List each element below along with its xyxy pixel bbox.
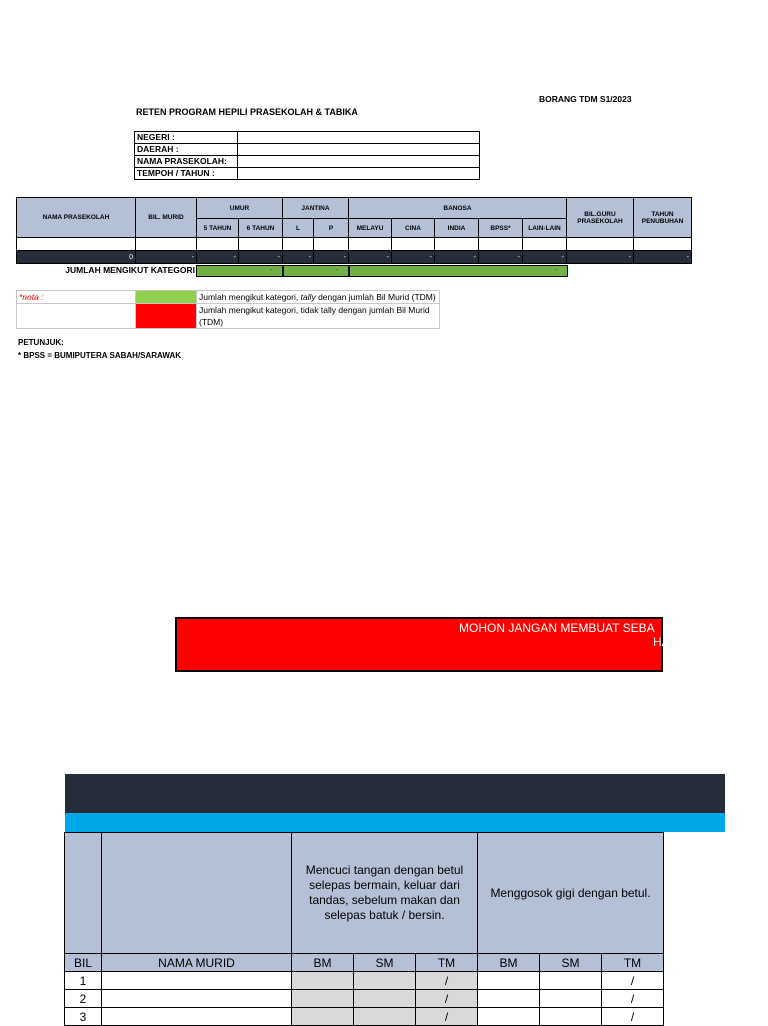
field-tempoh[interactable] [238, 168, 480, 180]
petunjuk-title: PETUNJUK: [18, 338, 64, 347]
field-daerah[interactable] [238, 144, 480, 156]
header-banosa: BANOSA [349, 198, 567, 219]
form-code: BORANG TDM S1/2023 [539, 94, 632, 104]
cell-bm-1[interactable] [292, 1008, 354, 1026]
table-row [65, 990, 664, 1008]
nota-green-text [197, 291, 440, 304]
col-bm-1: BM [292, 954, 354, 972]
total-cell: - [136, 251, 197, 264]
nama-header-blank [102, 833, 292, 954]
checklist-accent-bar [65, 813, 725, 832]
nota-green-text-a: Jumlah mengikut kategori, [199, 292, 301, 302]
cell-tm-2[interactable]: / [602, 972, 664, 990]
header-bil-murid: BIL. MURID [136, 198, 197, 238]
nota-legend [16, 290, 440, 329]
cell-sm-2[interactable] [540, 972, 602, 990]
nota-green-text-b: dengan jumlah Bil Murid (TDM) [315, 292, 436, 302]
col-nama-murid: NAMA MURID [102, 954, 292, 972]
header-india: INDIA [435, 219, 479, 238]
col-tm-2: TM [602, 954, 664, 972]
total-cell: - [197, 251, 239, 264]
header-jantina: JANTINA [283, 198, 349, 219]
cell-sm-2[interactable] [540, 1008, 602, 1026]
input-cell[interactable] [314, 238, 349, 251]
input-cell[interactable] [634, 238, 692, 251]
input-cell[interactable] [435, 238, 479, 251]
row-bil: 2 [65, 990, 102, 1008]
green-swatch [136, 291, 197, 304]
input-cell[interactable] [283, 238, 314, 251]
total-cell: 0 [17, 251, 136, 264]
row-bil: 3 [65, 1008, 102, 1026]
table-row [65, 972, 664, 990]
petunjuk-line: * BPSS = BUMIPUTERA SABAH/SARAWAK [18, 351, 182, 360]
cell-bm-2[interactable] [478, 1008, 540, 1026]
cell-sm-2[interactable] [540, 990, 602, 1008]
cell-sm-1[interactable] [354, 990, 416, 1008]
checklist-header-bar [65, 774, 725, 813]
col-sm-1: SM [354, 954, 416, 972]
cell-bm-1[interactable] [292, 972, 354, 990]
desc-mencuci-tangan: Mencuci tangan dengan betul selepas bermain, keluar dari tandas, sebelum makan dan selepas batuk / bersin. [292, 833, 478, 954]
label-negeri: NEGERI : [135, 132, 238, 144]
table-row [65, 1008, 664, 1026]
total-cell: - [239, 251, 283, 264]
total-cell: - [349, 251, 392, 264]
col-sm-2: SM [540, 954, 602, 972]
input-cell[interactable] [349, 238, 392, 251]
col-bm-2: BM [478, 954, 540, 972]
field-negeri[interactable] [238, 132, 480, 144]
total-cell: - [567, 251, 634, 264]
input-cell[interactable] [197, 238, 239, 251]
jumlah-kategori-label: JUMLAH MENGIKUT KATEGORI [65, 265, 195, 275]
checklist-table [64, 832, 664, 1026]
header-umur: UMUR [197, 198, 283, 219]
input-cell[interactable] [239, 238, 283, 251]
cell-tm-2[interactable]: / [602, 1008, 664, 1026]
cell-bm-2[interactable] [478, 990, 540, 1008]
petunjuk [18, 336, 181, 362]
nota-label-empty [17, 304, 136, 329]
header-perempuan: P [314, 219, 349, 238]
nota-row-red [17, 304, 440, 329]
info-row-daerah [135, 144, 480, 156]
total-cell: - [392, 251, 435, 264]
header-cina: CINA [392, 219, 435, 238]
col-bil: BIL [65, 954, 102, 972]
header-nama-prasekolah: NAMA PRASEKOLAH [17, 198, 136, 238]
info-row-negeri [135, 132, 480, 144]
row-nama-murid[interactable] [102, 972, 292, 990]
row-nama-murid[interactable] [102, 990, 292, 1008]
row-bil: 1 [65, 972, 102, 990]
info-form [134, 131, 480, 180]
cell-tm-2[interactable]: / [602, 990, 664, 1008]
total-cell: - [523, 251, 567, 264]
header-tahun-penubuhan: TAHUN PENUBUHAN [634, 198, 692, 238]
red-swatch [136, 304, 197, 329]
cell-tm-1[interactable]: / [416, 1008, 478, 1026]
nota-red-text: Jumlah mengikut kategori, tidak tally dengan jumlah Bil Murid (TDM) [197, 304, 440, 329]
cell-bm-2[interactable] [478, 972, 540, 990]
header-lelaki: L [283, 219, 314, 238]
total-cell: - [314, 251, 349, 264]
col-tm-1: TM [416, 954, 478, 972]
label-nama-prasekolah: NAMA PRASEKOLAH: [135, 156, 238, 168]
label-daerah: DAERAH : [135, 144, 238, 156]
checklist-column-header-row [65, 954, 664, 972]
input-cell[interactable] [523, 238, 567, 251]
field-nama-prasekolah[interactable] [238, 156, 480, 168]
jumlah-jantina-cell: - [283, 265, 349, 277]
info-row-tempoh [135, 168, 480, 180]
row-nama-murid[interactable] [102, 1008, 292, 1026]
cell-bm-1[interactable] [292, 990, 354, 1008]
input-cell[interactable] [479, 238, 523, 251]
total-cell: - [634, 251, 692, 264]
banner-line-1: MOHON JANGAN MEMBUAT SEBA [459, 621, 655, 635]
header-lain-lain: LAIN-LAIN [523, 219, 567, 238]
header-6-tahun: 6 TAHUN [239, 219, 283, 238]
cell-sm-1[interactable] [354, 972, 416, 990]
checklist-desc-row [65, 833, 664, 954]
nota-row-green [17, 291, 440, 304]
page-title: RETEN PROGRAM HEPILI PRASEKOLAH & TABIKA [136, 107, 358, 117]
label-tempoh: TEMPOH / TAHUN : [135, 168, 238, 180]
jumlah-umur-cell: - [196, 265, 283, 277]
nota-green-text-italic: tally [300, 292, 316, 302]
banner-line-2: HA [653, 635, 670, 649]
warning-banner [175, 617, 670, 672]
desc-menggosok-gigi: Menggosok gigi dengan betul. [478, 833, 664, 954]
info-row-nama-prasekolah [135, 156, 480, 168]
reten-table [16, 197, 692, 264]
cell-tm-1[interactable]: / [416, 990, 478, 1008]
reten-total-row [17, 251, 692, 264]
input-cell[interactable] [136, 238, 197, 251]
cell-sm-1[interactable] [354, 1008, 416, 1026]
nota-label: *nota : [17, 291, 136, 304]
bil-header-blank [65, 833, 102, 954]
header-bpss: BPSS* [479, 219, 523, 238]
input-cell[interactable] [17, 238, 136, 251]
input-cell[interactable] [392, 238, 435, 251]
jumlah-banosa-cell: - [349, 265, 568, 277]
reten-input-row [17, 238, 692, 251]
header-melayu: MELAYU [349, 219, 392, 238]
reten-header-row [17, 198, 692, 219]
total-cell: - [479, 251, 523, 264]
total-cell: - [283, 251, 314, 264]
header-bil-guru: BIL.GURU PRASEKOLAH [567, 198, 634, 238]
cell-tm-1[interactable]: / [416, 972, 478, 990]
input-cell[interactable] [567, 238, 634, 251]
total-cell: - [435, 251, 479, 264]
header-5-tahun: 5 TAHUN [197, 219, 239, 238]
